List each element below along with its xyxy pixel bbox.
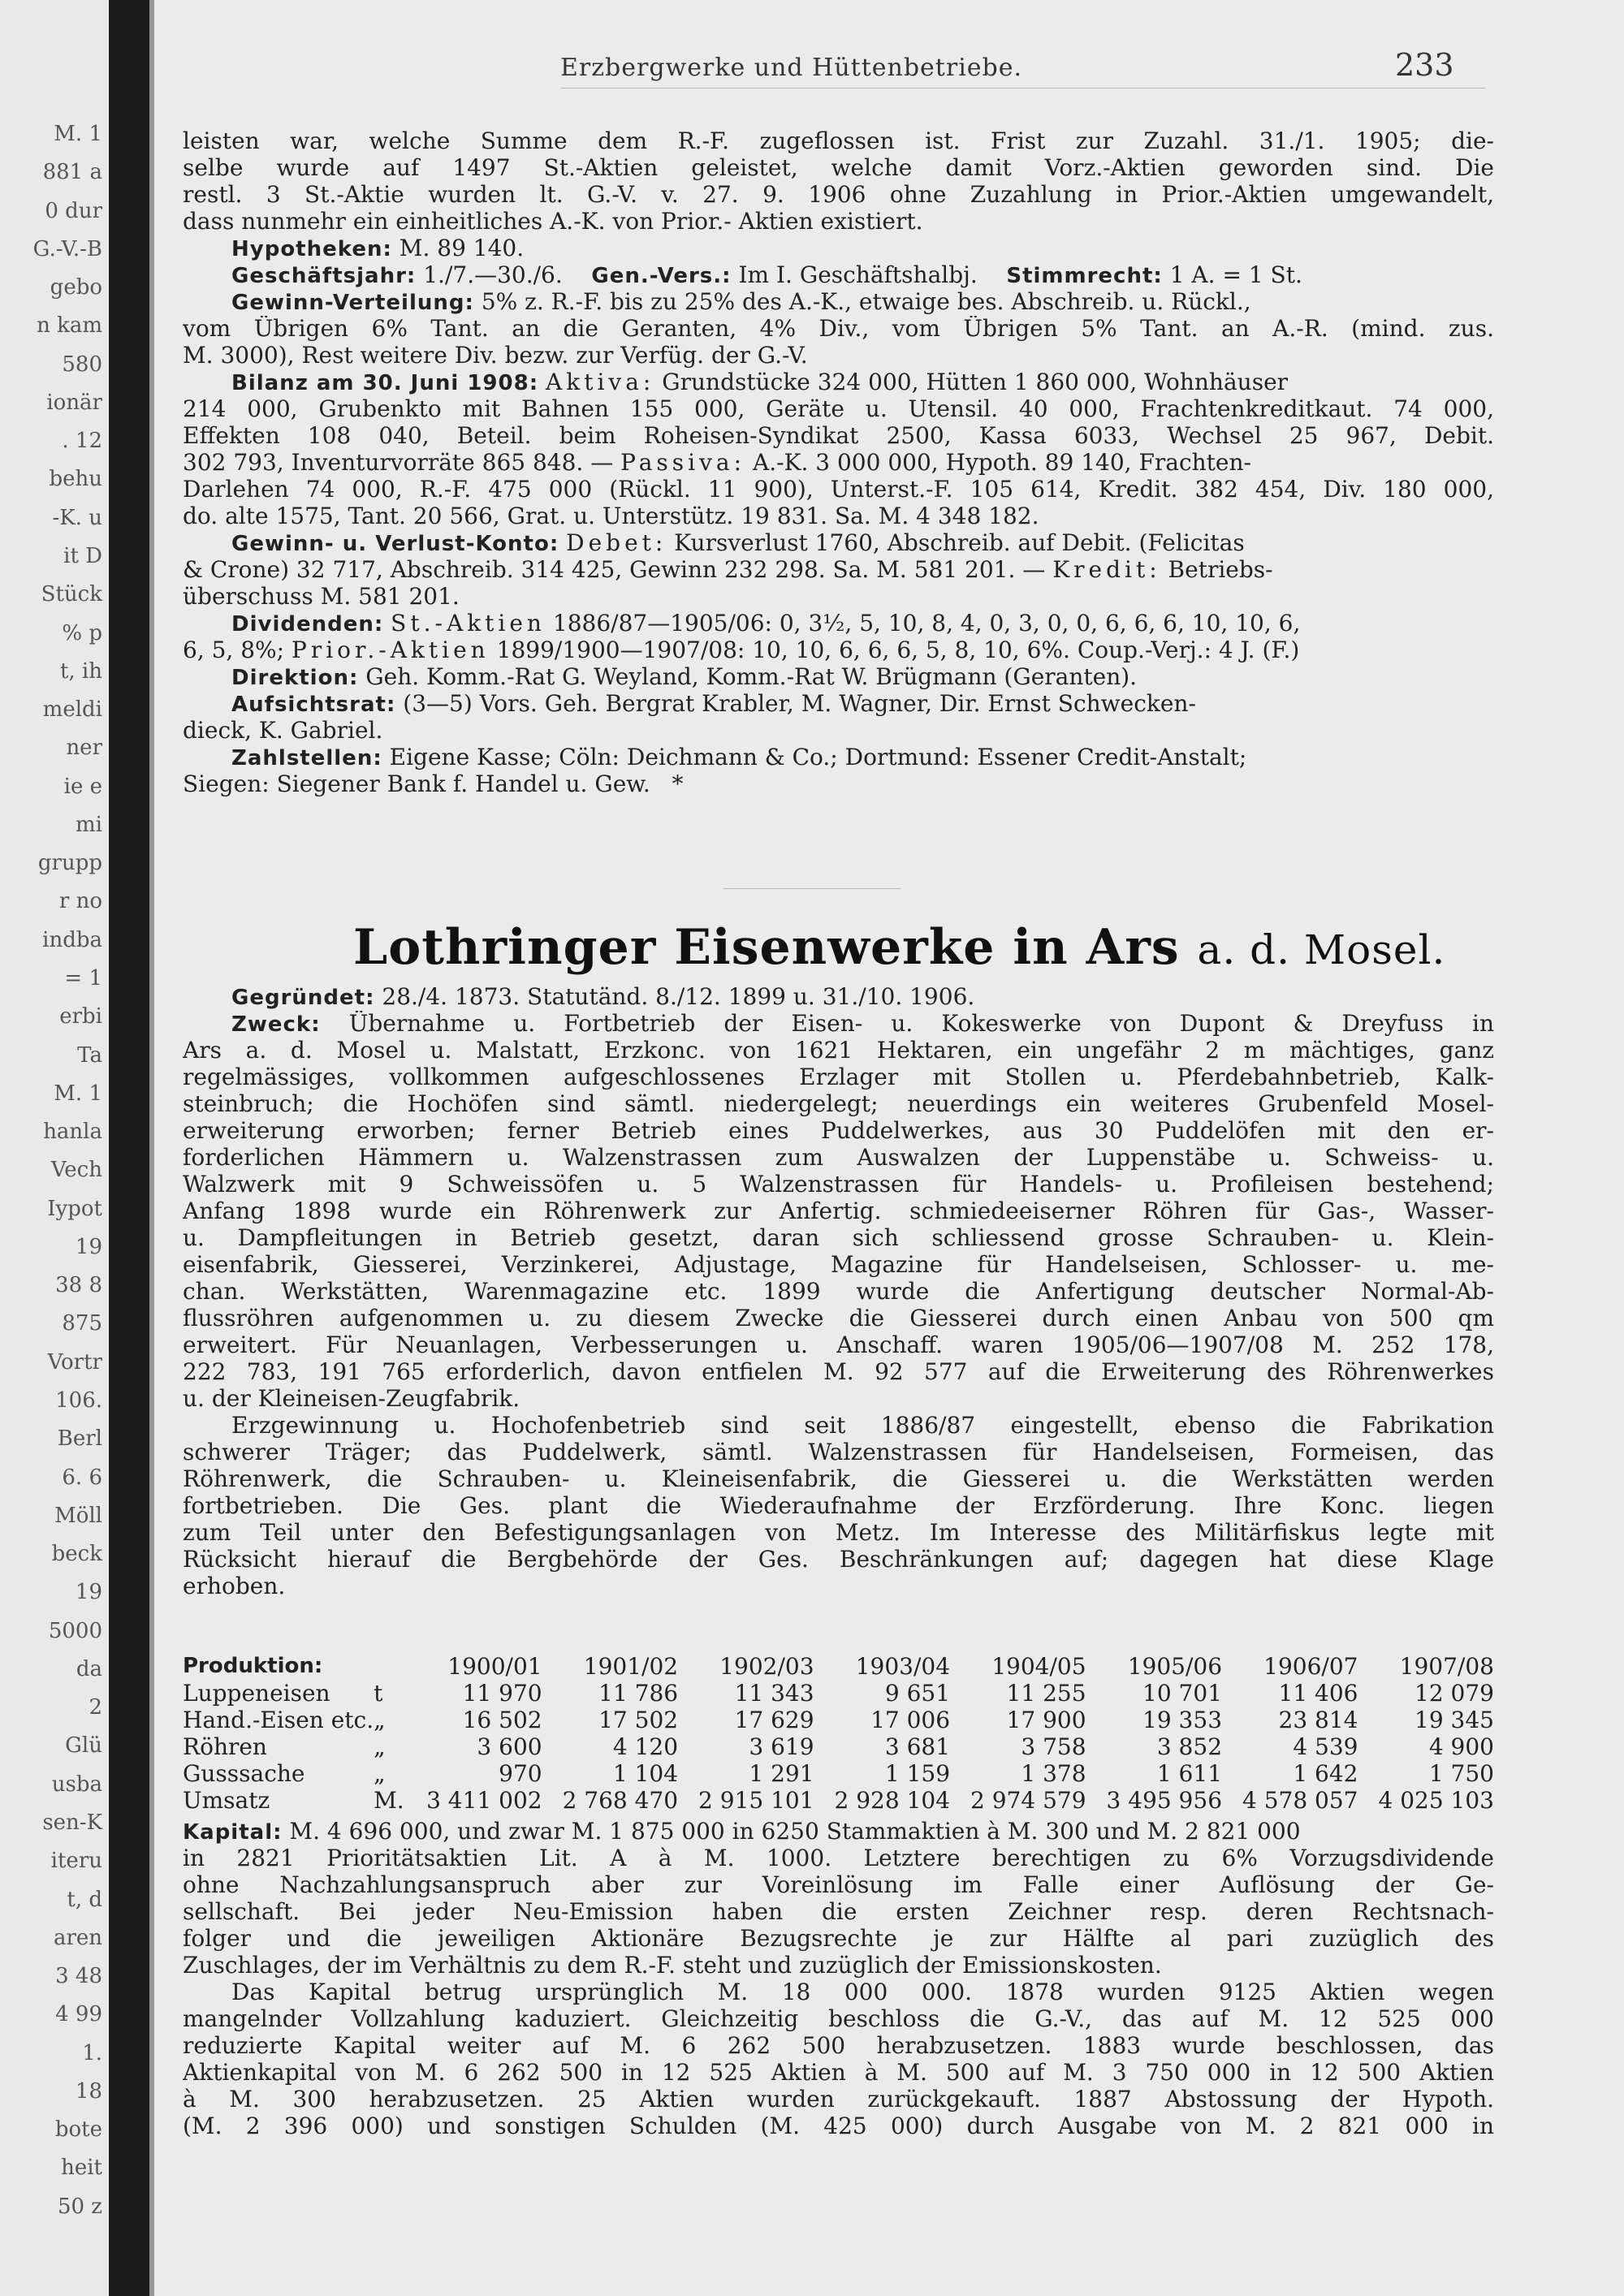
text-line: in 2821 Prioritätsaktien Lit. A à M. 1000. Letztere berechtigen zu 6% Vorzugsdividende bbox=[183, 1845, 1494, 1871]
table-cell: 11 255 bbox=[1006, 1680, 1086, 1707]
text-line: überschuss M. 581 201. bbox=[183, 584, 460, 610]
left-page-fragment: Glü bbox=[65, 1733, 102, 1759]
text-line: 214 000, Grubenkto mit Bahnen 155 000, Geräte u. Utensil. 40 000, Frachtenkreditkaut. 74 000, bbox=[183, 396, 1494, 422]
table-cell: 4 539 bbox=[1293, 1733, 1358, 1760]
text-line bbox=[183, 557, 1494, 583]
text-line: u. der Kleineisen-Zeugfabrik. bbox=[183, 1386, 520, 1412]
geschaeftsjahr-label: Geschäftsjahr: bbox=[231, 264, 417, 288]
left-page-fragment: gebo bbox=[50, 275, 102, 300]
table-cell: 16 502 bbox=[462, 1707, 542, 1733]
bilanz-line bbox=[231, 369, 1494, 396]
left-page-fragment: M. 1 bbox=[54, 1081, 102, 1106]
table-cell: 9 651 bbox=[884, 1680, 951, 1707]
end-mark: * bbox=[672, 771, 684, 797]
table-cell: 2 928 104 bbox=[834, 1787, 951, 1814]
left-page-fragment: 4 99 bbox=[55, 2002, 102, 2027]
geschaeftsjahr-value: 1./7.—30./6. bbox=[423, 262, 563, 288]
gegruendet-value: 28./4. 1873. Statutänd. 8./12. 1899 u. 31./10. 1906. bbox=[382, 984, 975, 1010]
text-line: chan. Werkstätten, Warenmagazine etc. 1899 wurde die Anfertigung deutscher Normal-Ab- bbox=[183, 1279, 1494, 1305]
kapital-line bbox=[183, 1819, 1494, 1845]
production-row bbox=[183, 1707, 1494, 1733]
zahlstellen-label: Zahlstellen: bbox=[231, 746, 382, 770]
table-cell: 17 006 bbox=[870, 1707, 951, 1733]
production-row bbox=[183, 1680, 1494, 1707]
year-header: 1902/03 bbox=[719, 1653, 814, 1680]
row-unit: „ bbox=[374, 1733, 386, 1760]
text-line: leisten war, welche Summe dem R.-F. zugeflossen ist. Frist zur Zuzahl. 31./1. 1905; die- bbox=[183, 128, 1494, 154]
table-cell: 17 900 bbox=[1006, 1707, 1086, 1733]
left-page-fragment: ie e bbox=[63, 774, 102, 799]
production-row bbox=[183, 1733, 1494, 1760]
table-cell: 3 681 bbox=[884, 1733, 951, 1760]
table-cell: 3 758 bbox=[1021, 1733, 1086, 1760]
left-page-fragment: 106. bbox=[55, 1388, 102, 1413]
aufsichtsrat-label: Aufsichtsrat: bbox=[231, 693, 396, 717]
kapital-value: M. 4 696 000, und zwar M. 1 875 000 in 6250 Stammaktien à M. 300 und M. 2 821 000 bbox=[289, 1819, 1301, 1845]
text-line: ohne Nachzahlungsanspruch aber zur Voreinlösung im Falle einer Auflösung der Ge- bbox=[183, 1872, 1494, 1898]
text-line: Darlehen 74 000, R.-F. 475 000 (Rückl. 11 900), Unterst.-F. 105 614, Kredit. 382 454, Div. 180 000, bbox=[183, 477, 1494, 503]
dividenden-value: 6, 5, 8%; bbox=[183, 637, 285, 663]
left-page-fragment: 18 bbox=[75, 2078, 102, 2104]
table-cell: 4 025 103 bbox=[1378, 1787, 1494, 1814]
entry-separator bbox=[723, 888, 901, 889]
left-page-fragment: 3 48 bbox=[55, 1964, 102, 1989]
left-page-fragment: 38 8 bbox=[55, 1273, 102, 1298]
table-cell: 4 120 bbox=[612, 1733, 679, 1760]
prior-aktien-label: Prior.-Aktien bbox=[292, 637, 490, 663]
left-page-fragment: iteru bbox=[50, 1849, 102, 1874]
text-line: vom Übrigen 6% Tant. an die Geranten, 4% Div., vom Übrigen 5% Tant. an A.-R. (mind. zus. bbox=[183, 316, 1494, 342]
left-page-fragment: indba bbox=[42, 927, 102, 952]
text-line: Röhrenwerk, die Schrauben- u. Kleineisenfabrik, die Giesserei u. die Werkstätten werden bbox=[183, 1466, 1494, 1492]
left-page-fragment: t, ih bbox=[59, 658, 102, 684]
page bbox=[154, 0, 1624, 2296]
dividenden-line bbox=[231, 611, 1494, 637]
left-page-fragment: . 12 bbox=[62, 429, 102, 454]
company-title-main: Lothringer Eisenwerke in Ars bbox=[353, 919, 1180, 976]
left-page-fragment: grupp bbox=[37, 851, 102, 876]
aktiva-label: Aktiva: bbox=[546, 369, 655, 395]
text-line: flussröhren aufgenommen u. zu diesem Zwecke die Giesserei durch einen Anbau von 500 qm bbox=[183, 1306, 1494, 1331]
left-page-fragment: sen-K bbox=[42, 1810, 102, 1835]
row-label: Röhren bbox=[183, 1733, 267, 1760]
text-line: steinbruch; die Hochöfen sind sämtl. niedergelegt; neuerdings ein weiteres Grubenfeld Mosel- bbox=[183, 1091, 1494, 1117]
text-line: Effekten 108 040, Beteil. beim Roheisen-Syndikat 2500, Kassa 6033, Wechsel 25 967, Debit. bbox=[183, 423, 1494, 449]
text-line: zum Teil unter den Befestigungsanlagen von Metz. Im Interesse des Militärfiskus legte mit bbox=[183, 1520, 1494, 1546]
left-page-fragment: bote bbox=[54, 2117, 102, 2143]
table-cell: 11 406 bbox=[1278, 1680, 1358, 1707]
left-page-fragment: = 1 bbox=[64, 966, 102, 990]
table-cell: 1 611 bbox=[1156, 1760, 1223, 1787]
gegruendet-label: Gegründet: bbox=[231, 986, 375, 1010]
left-page-fragment: behu bbox=[49, 467, 102, 492]
left-page-fragment: M. 1 bbox=[54, 122, 102, 146]
book-gutter bbox=[109, 0, 149, 2296]
production-table bbox=[183, 1653, 1494, 1814]
left-page-fragment: da bbox=[76, 1656, 102, 1681]
dividenden-value: 1899/1900—1907/08: 10, 10, 6, 6, 6, 5, 8, 10, 6%. Coup.-Verj.: 4 J. (F.) bbox=[496, 637, 1300, 663]
left-page-fragment: t, d bbox=[67, 1887, 102, 1912]
hypotheken-line bbox=[231, 235, 1543, 262]
left-page-fragment: mi bbox=[76, 812, 102, 837]
company-title bbox=[353, 919, 1445, 976]
left-page-fragment: Ta bbox=[77, 1042, 102, 1068]
left-page-fragment: 50 z bbox=[57, 2194, 102, 2219]
row-label: Hand.-Eisen etc. bbox=[183, 1707, 374, 1733]
text-line: u. Dampfleitungen in Betrieb gesetzt, daran sich schliessend grosse Schrauben- u. Klein- bbox=[183, 1225, 1494, 1251]
zahlstellen-value: Siegen: Siegener Bank f. Handel u. Gew. bbox=[183, 771, 650, 797]
table-cell: 11 970 bbox=[462, 1680, 542, 1707]
left-page-fragment: it D bbox=[63, 544, 102, 568]
row-label: Umsatz bbox=[183, 1787, 270, 1814]
left-page-fragment: Vortr bbox=[47, 1349, 102, 1375]
left-page-fragment: usba bbox=[51, 1772, 102, 1797]
text-line bbox=[183, 637, 1494, 663]
production-body bbox=[183, 1680, 1494, 1814]
text-line bbox=[183, 771, 1494, 797]
row-label: Luppeneisen bbox=[183, 1680, 330, 1707]
bilanz-value: 302 793, Inventurvorräte 865 848. — bbox=[183, 450, 614, 476]
text-line: sellschaft. Bei jeder Neu-Emission haben die ersten Zeichner resp. deren Rechtsnach- bbox=[183, 1899, 1494, 1925]
zweck-label: Zweck: bbox=[231, 1012, 321, 1037]
left-page-fragment: meldi bbox=[42, 697, 102, 723]
table-cell: 19 345 bbox=[1415, 1707, 1494, 1733]
table-cell: 4 578 057 bbox=[1242, 1787, 1358, 1814]
kredit-label: Kredit: bbox=[1052, 557, 1161, 583]
table-cell: 1 642 bbox=[1293, 1760, 1358, 1787]
left-page-fragment: aren bbox=[53, 1925, 102, 1950]
table-cell: 1 291 bbox=[749, 1760, 814, 1787]
left-page-fragment: 19 bbox=[75, 1580, 102, 1605]
table-cell: 1 104 bbox=[612, 1760, 679, 1787]
direktion-label: Direktion: bbox=[231, 666, 359, 690]
left-page-fragment: Möll bbox=[54, 1503, 102, 1528]
text-line: Rücksicht hierauf die Bergbehörde der Ges. Beschränkungen auf; dagegen hat diese Klage bbox=[183, 1547, 1494, 1573]
text-line: erweitert. Für Neuanlagen, Verbesserungen u. Anschaff. waren 1905/06—1907/08 M. 252 178, bbox=[183, 1332, 1494, 1358]
stimmrecht-label: Stimmrecht: bbox=[1006, 264, 1163, 288]
text-line: regelmässiges, vollkommen aufgeschlossenes Erzlager mit Stollen u. Pferdebahnbetrieb, Kalk- bbox=[183, 1064, 1494, 1090]
gv-value: Kursverlust 1760, Abschreib. auf Debit. (Felicitas bbox=[674, 530, 1245, 556]
left-page-fragment: Iypot bbox=[47, 1196, 102, 1221]
text-line: forderlichen Hämmern u. Walzenstrassen zum Auswalzen der Luppenstäbe u. Schweiss- u. bbox=[183, 1145, 1494, 1171]
table-cell: 17 629 bbox=[734, 1707, 814, 1733]
gv-value: Betriebs- bbox=[1168, 557, 1273, 583]
left-page-fragment: n kam bbox=[37, 313, 102, 339]
left-page-fragment: heit bbox=[61, 2156, 102, 2181]
company-title-location: a. d. Mosel. bbox=[1197, 926, 1446, 973]
zweck-line bbox=[231, 1011, 1494, 1038]
row-unit: „ bbox=[374, 1707, 386, 1733]
production-label: Produktion: bbox=[183, 1654, 323, 1678]
table-cell: 23 814 bbox=[1278, 1707, 1358, 1733]
table-cell: 3 852 bbox=[1156, 1733, 1223, 1760]
dividenden-value: 1886/87—1905/06: 0, 3½, 5, 10, 8, 4, 0, 3, 0, 0, 6, 6, 6, 10, 10, 6, bbox=[552, 611, 1301, 637]
text-line: mangelnder Vollzahlung kaduziert. Gleichzeitig beschloss die G.-V., das auf M. 12 525 000 bbox=[183, 2006, 1494, 2032]
zweck-value: Übernahme u. Fortbetrieb der Eisen- u. Kokeswerke von Dupont & Dreyfuss in bbox=[348, 1011, 1494, 1037]
table-cell: 970 bbox=[499, 1760, 542, 1787]
production-row bbox=[183, 1787, 1494, 1814]
text-line: fortbetrieben. Die Ges. plant die Wiederaufnahme der Erzförderung. Ihre Konc. liegen bbox=[183, 1493, 1494, 1519]
text-line: restl. 3 St.-Aktie wurden lt. G.-V. v. 27. 9. 1906 ohne Zuzahlung in Prior.-Aktien umgewandelt, bbox=[183, 182, 1494, 208]
gewinn-label: Gewinn-Verteilung: bbox=[231, 291, 474, 315]
table-cell: 2 974 579 bbox=[970, 1787, 1086, 1814]
text-line bbox=[183, 450, 1494, 476]
production-row bbox=[183, 1760, 1494, 1787]
table-cell: 1 750 bbox=[1428, 1760, 1494, 1787]
left-page-fragment: G.-V.-B bbox=[32, 236, 102, 261]
kapital-label: Kapital: bbox=[183, 1820, 283, 1845]
table-cell: 11 343 bbox=[734, 1680, 814, 1707]
hypotheken-value: M. 89 140. bbox=[399, 235, 525, 261]
left-page-fragment: 580 bbox=[62, 352, 102, 377]
left-page-fragment: 1. bbox=[82, 2040, 102, 2065]
text-line: Walzwerk mit 9 Schweissöfen u. 5 Walzenstrassen für Handels- u. Profileisen bestehend; bbox=[183, 1172, 1494, 1198]
year-header: 1907/08 bbox=[1399, 1653, 1494, 1680]
left-page-fragment: 6. 6 bbox=[62, 1465, 102, 1490]
text-line: dieck, K. Gabriel. bbox=[183, 718, 383, 744]
text-line: do. alte 1575, Tant. 20 566, Grat. u. Unterstütz. 19 831. Sa. M. 4 348 182. bbox=[183, 503, 1039, 529]
bilanz-value: Grundstücke 324 000, Hütten 1 860 000, Wohnhäuser bbox=[662, 369, 1289, 395]
bilanz-label: Bilanz am 30. Juni 1908: bbox=[231, 371, 539, 395]
left-page-fragment: 19 bbox=[75, 1234, 102, 1259]
text-line: à M. 300 herabzusetzen. 25 Aktien wurden zurückgekauft. 1887 Abstossung der Hypoth. bbox=[183, 2087, 1494, 2113]
table-cell: 3 619 bbox=[749, 1733, 814, 1760]
geschaeftsjahr-line bbox=[231, 262, 1494, 289]
left-page-fragment: ionär bbox=[46, 390, 102, 415]
gen-vers-label: Gen.-Vers.: bbox=[591, 264, 732, 288]
gewinn-value: 5% z. R.-F. bis zu 25% des A.-K., etwaige bes. Abschreib. u. Rückl., bbox=[481, 289, 1251, 315]
year-header: 1903/04 bbox=[855, 1653, 951, 1680]
row-unit: M. bbox=[374, 1787, 404, 1814]
table-cell: 3 411 002 bbox=[426, 1787, 542, 1814]
text-line: schwerer Träger; das Puddelwerk, sämtl. Walzenstrassen für Handelseisen, Formeisen, das bbox=[183, 1439, 1494, 1465]
table-cell: 2 768 470 bbox=[562, 1787, 679, 1814]
passiva-label: Passiva: bbox=[620, 450, 746, 476]
text-line: selbe wurde auf 1497 St.-Aktien geleistet, welche damit Vorz.-Aktien geworden sind. Die bbox=[183, 155, 1494, 181]
text-line: M. 3000), Rest weitere Div. bezw. zur Verfüg. der G.-V. bbox=[183, 343, 808, 369]
gv-konto-label: Gewinn- u. Verlust-Konto: bbox=[231, 532, 559, 556]
left-page-fragment: 0 dur bbox=[45, 198, 102, 223]
table-cell: 10 701 bbox=[1142, 1680, 1223, 1707]
production-header-row bbox=[183, 1653, 1494, 1680]
text-line: 222 783, 191 765 erforderlich, davon entfielen M. 92 577 auf die Erweiterung des Röhrenwerkes bbox=[183, 1359, 1494, 1385]
table-cell: 17 502 bbox=[598, 1707, 679, 1733]
text-line: folger und die jeweiligen Aktionäre Bezugsrechte je zur Hälfte al pari zuzüglich des bbox=[183, 1926, 1494, 1952]
direktion-value: Geh. Komm.-Rat G. Weyland, Komm.-Rat W. Brügmann (Geranten). bbox=[365, 664, 1138, 690]
left-page-fragment: Vech bbox=[50, 1158, 102, 1183]
year-header: 1905/06 bbox=[1127, 1653, 1223, 1680]
zahlstellen-value: Eigene Kasse; Cöln: Deichmann & Co.; Dortmund: Essener Credit-Anstalt; bbox=[389, 744, 1247, 770]
left-page-fragment: r no bbox=[58, 889, 102, 914]
row-unit: „ bbox=[374, 1760, 386, 1787]
table-cell: 3 600 bbox=[477, 1733, 542, 1760]
year-header: 1906/07 bbox=[1263, 1653, 1358, 1680]
st-aktien-label: St.-Aktien bbox=[391, 611, 546, 637]
text-line: Aktienkapital von M. 6 262 500 in 12 525 Aktien à M. 500 auf M. 3 750 000 in 12 500 Aktien bbox=[183, 2060, 1494, 2086]
debet-label: Debet: bbox=[566, 530, 667, 556]
text-line: Anfang 1898 wurde ein Röhrenwerk zur Anfertig. schmiedeeiserner Röhren für Gas-, Wasser- bbox=[183, 1198, 1494, 1224]
left-page-fragment: -K. u bbox=[52, 505, 102, 530]
table-cell: 11 786 bbox=[598, 1680, 679, 1707]
left-page-fragment: 875 bbox=[62, 1311, 102, 1336]
text-line: Ars a. d. Mosel u. Malstatt, Erzkonc. von 1621 Hektaren, ein ungefähr 2 m mächtiges, ganz bbox=[183, 1038, 1494, 1064]
aufsichtsrat-line bbox=[231, 691, 1494, 718]
table-cell: 19 353 bbox=[1142, 1707, 1223, 1733]
table-cell: 1 159 bbox=[884, 1760, 951, 1787]
direktion-line bbox=[231, 664, 1494, 691]
text-line: Zuschlages, der im Verhältnis zu dem R.-F. steht und zuzüglich der Emissionskosten. bbox=[183, 1953, 1162, 1979]
table-cell: 4 900 bbox=[1428, 1733, 1494, 1760]
text-line: eisenfabrik, Giesserei, Verzinkerei, Adjustage, Magazine für Handelseisen, Schlosser- u. me- bbox=[183, 1252, 1494, 1278]
gv-value: & Crone) 32 717, Abschreib. 314 425, Gewinn 232 298. Sa. M. 581 201. — bbox=[183, 557, 1046, 583]
left-page-fragment: % p bbox=[62, 620, 102, 645]
left-page-fragment: beck bbox=[51, 1542, 102, 1567]
table-cell: 2 915 101 bbox=[698, 1787, 814, 1814]
year-header: 1904/05 bbox=[991, 1653, 1086, 1680]
text-line: dass nunmehr ein einheitliches A.-K. von Prior.- Aktien existiert. bbox=[183, 209, 923, 235]
gegruendet-line bbox=[231, 984, 1494, 1011]
text-line: Das Kapital betrug ursprünglich M. 18 000 000. 1878 wurden 9125 Aktien wegen bbox=[231, 1979, 1494, 2005]
year-header: 1900/01 bbox=[447, 1653, 542, 1680]
text-line: Erzgewinnung u. Hochofenbetrieb sind seit 1886/87 eingestellt, ebenso die Fabrikation bbox=[231, 1413, 1494, 1439]
left-page-fragment: Berl bbox=[57, 1426, 102, 1452]
bilanz-value: A.-K. 3 000 000, Hypoth. 89 140, Frachten- bbox=[752, 450, 1251, 476]
gen-vers-value: Im I. Geschäftshalbj. bbox=[738, 262, 978, 288]
left-page-fragment: 2 bbox=[89, 1695, 102, 1720]
text-line: reduzierte Kapital weiter auf M. 6 262 500 herabzusetzen. 1883 wurde beschlossen, das bbox=[183, 2033, 1494, 2059]
table-cell: 3 495 956 bbox=[1106, 1787, 1223, 1814]
dividenden-label: Dividenden: bbox=[231, 612, 384, 637]
year-header: 1901/02 bbox=[583, 1653, 679, 1680]
left-page-strip bbox=[0, 0, 107, 2296]
page-number: 233 bbox=[1395, 47, 1454, 83]
text-line: erhoben. bbox=[183, 1573, 286, 1599]
text-line: (M. 2 396 000) und sonstigen Schulden (M. 425 000) durch Ausgabe von M. 2 821 000 in bbox=[183, 2113, 1494, 2139]
table-cell: 1 378 bbox=[1021, 1760, 1086, 1787]
row-unit: t bbox=[374, 1680, 383, 1707]
gewinn-line bbox=[231, 289, 1494, 316]
running-title: Erzbergwerke und Hüttenbetriebe. bbox=[560, 54, 1023, 82]
row-label: Gusssache bbox=[183, 1760, 305, 1787]
zahlstellen-line bbox=[231, 744, 1494, 771]
text-line: erweiterung erworben; ferner Betrieb eines Puddelwerkes, aus 30 Puddelöfen mit den er- bbox=[183, 1118, 1494, 1144]
hypotheken-label: Hypotheken: bbox=[231, 237, 392, 261]
left-page-fragment: 881 a bbox=[42, 160, 102, 185]
left-page-fragment: erbi bbox=[59, 1004, 102, 1029]
left-page-fragment: Stück bbox=[41, 582, 102, 607]
table-cell: 12 079 bbox=[1415, 1680, 1494, 1707]
gv-konto-line bbox=[231, 530, 1494, 557]
left-page-fragment: ner bbox=[66, 736, 102, 761]
stimmrecht-value: 1 A. = 1 St. bbox=[1169, 262, 1302, 288]
left-page-fragment: 5000 bbox=[48, 1618, 102, 1643]
left-page-fragment: hanla bbox=[43, 1120, 102, 1145]
aufsichtsrat-value: (3—5) Vors. Geh. Bergrat Krabler, M. Wagner, Dir. Ernst Schwecken- bbox=[403, 691, 1196, 717]
